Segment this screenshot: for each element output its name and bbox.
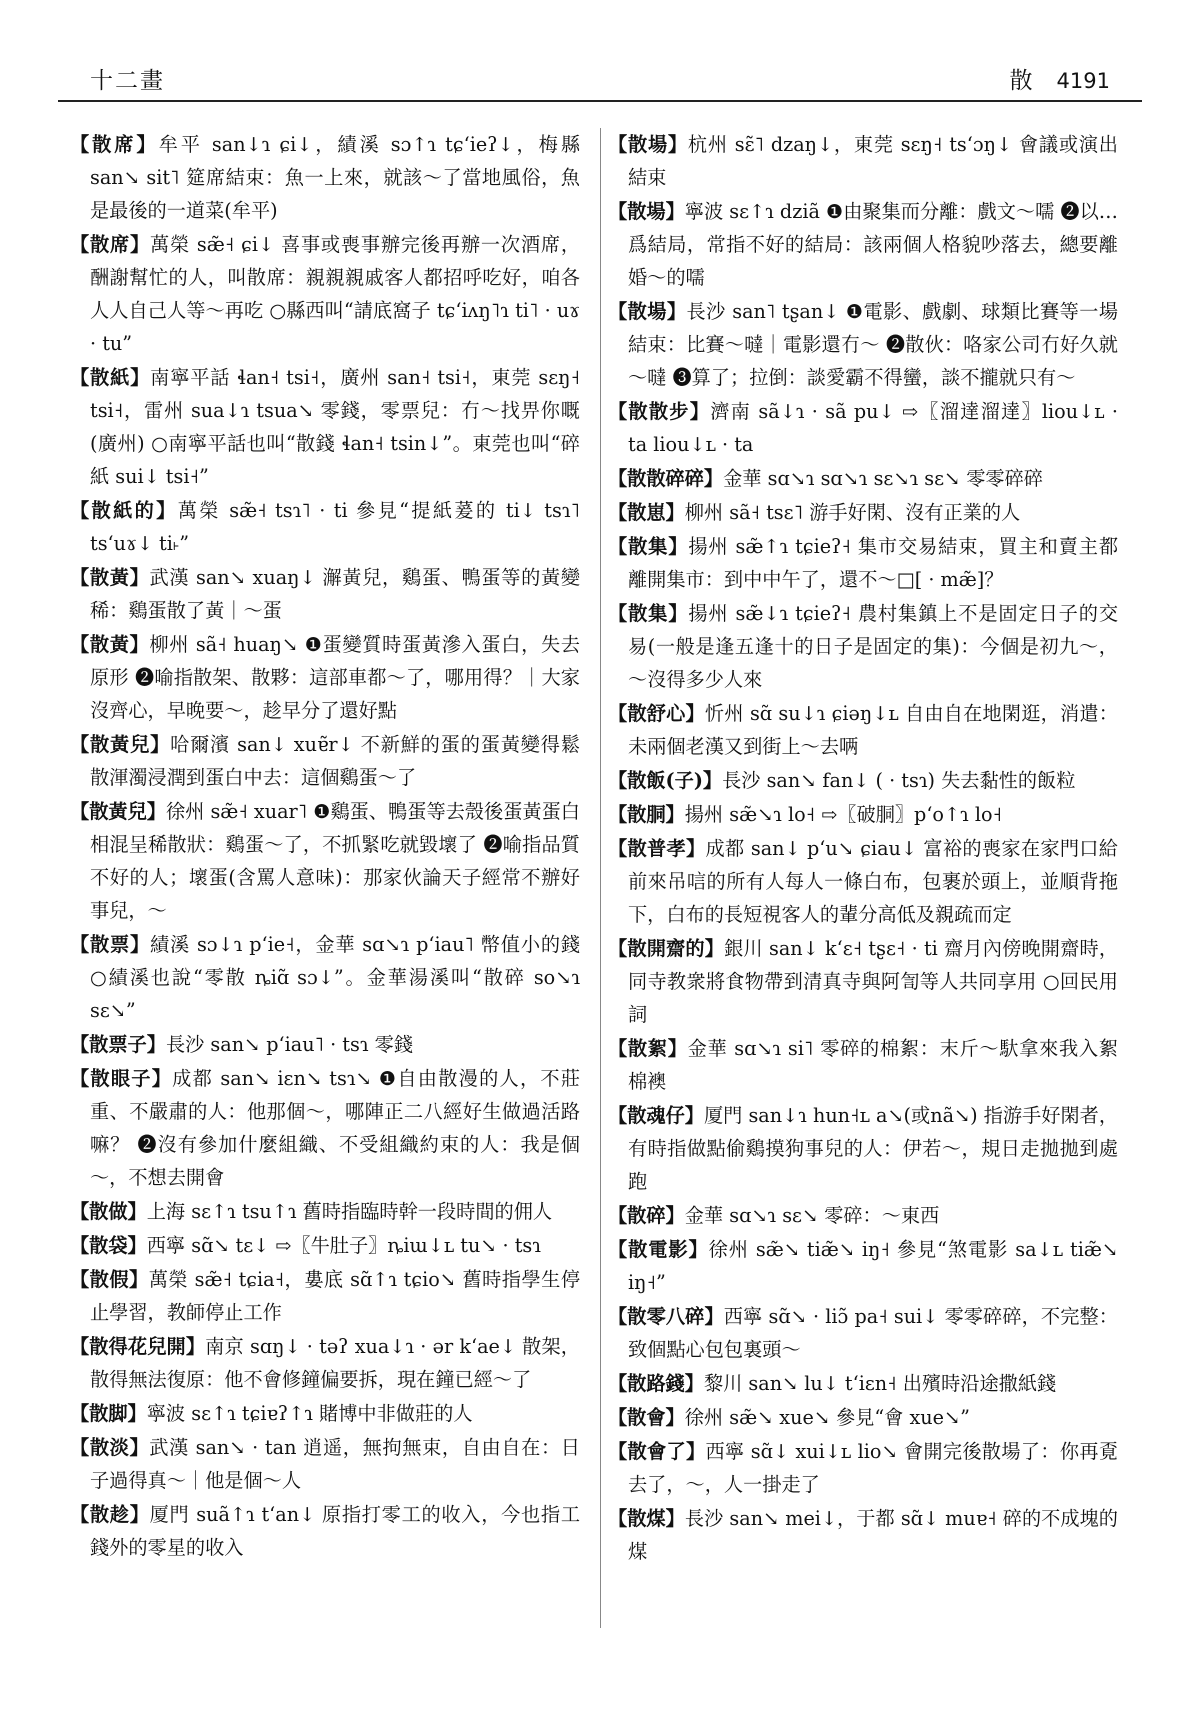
entry-text: 寧波 sɛ↑ɿ tɕiɐʔ↑ɿ 賭博中非做莊的人: [146, 1402, 473, 1425]
dictionary-entry: [70, 494, 580, 560]
dictionary-entry: [608, 195, 1118, 294]
entry-headword: 【散散碎碎】: [608, 467, 724, 490]
entry-text: 忻州 sɑ̃ su↓ɿ ɕiəŋ↓ʟ 自由自在地閑逛，消遣：未兩個老漢又到街上～去唡: [628, 702, 1118, 758]
entry-text: 西寧 sɑ̃↘ tɛ↓ ⇨〖牛肚子〗ȵiɯ↓ʟ tu↘ · tsɿ: [146, 1234, 541, 1257]
guide-character: 散: [1009, 68, 1033, 94]
dictionary-entry: [70, 561, 580, 627]
dictionary-entry: [608, 597, 1118, 696]
entry-text: 長沙 san˥ tʂan↓ ❶電影、戲劇、球類比賽等一場結束：比賽～噠｜電影還冇～ ❷散伙：咯家公司冇好久就～噠 ❸算了；拉倒：談愛霸不得蠻，談不攏就只有～: [628, 300, 1119, 389]
entry-headword: 【散集】: [608, 602, 689, 625]
entry-text: 西寧 sɑ̃↓ xui↓ʟ lio↘ 會開完後散場了：你再覔去了，～，人一掛走了: [628, 1440, 1118, 1496]
entry-text: 徐州 sæ̃↘ tiæ̃↘ iŋ˧ 參見“煞電影 sa↓ʟ tiæ̃↘ iŋ˧”: [628, 1238, 1118, 1294]
entry-headword: 【散飯(子)】: [608, 769, 723, 792]
dictionary-entry: [608, 295, 1118, 394]
dictionary-entry: [608, 1300, 1118, 1366]
entry-headword: 【散場】: [608, 200, 685, 223]
entry-headword: 【散黃】: [70, 566, 150, 589]
entry-text: 長沙 san↘ fan↓ ( · tsɿ) 失去黏性的飯粒: [722, 769, 1076, 792]
dictionary-entry: [608, 1401, 1118, 1434]
dictionary-entry: [608, 128, 1118, 194]
entry-text: 揚州 sæ̃↑ɿ tɕieʔ˧ 集市交易結束，買主和賣主都離開集市：到中中午了，還不～□[ · mæ̃]？: [628, 535, 1119, 591]
entry-text: 牟平 san↓ɿ ɕi↓，績溪 sɔ↑ɿ tɕʻieʔ↓，梅縣 san↘ sit˥ 筵席結束：魚一上來，就該～了當地風俗，魚是最後的一道菜(牟平): [90, 133, 581, 222]
entry-headword: 【散眼子】: [70, 1067, 173, 1090]
section-heading: 十二畫: [90, 68, 165, 94]
entry-headword: 【散票子】: [70, 1033, 166, 1056]
dictionary-entry: [70, 928, 580, 1027]
entry-headword: 【散魂仔】: [608, 1104, 704, 1127]
entry-headword: 【散零八碎】: [608, 1305, 724, 1328]
dictionary-entry: [70, 228, 580, 360]
entry-headword: 【散胴】: [608, 803, 685, 826]
entry-text: 厦門 suã↑ɿ tʻan↓ 原指打零工的收入，今也指工錢外的零星的收入: [90, 1503, 581, 1559]
dictionary-entry: [608, 764, 1118, 797]
entry-text: 柳州 sã˧ tsɛ˥ 游手好閑、沒有正業的人: [684, 501, 1021, 524]
entry-text: 武漢 san↘ xuaŋ↓ 澥黃兒，鷄蛋、鴨蛋等的黃變稀：鷄蛋散了黃｜～蛋: [90, 566, 581, 622]
dictionary-entry: [608, 1099, 1118, 1198]
entry-headword: 【散做】: [70, 1200, 147, 1223]
page-header: [58, 58, 1142, 102]
entry-headword: 【散票】: [70, 933, 151, 956]
dictionary-entry: [70, 128, 580, 227]
entry-text: 杭州 sɛ̃˥ dzaŋ↓，東莞 sɛŋ˧ tsʻɔŋ↓ 會議或演出結束: [628, 133, 1118, 189]
entry-headword: 【散電影】: [608, 1238, 709, 1261]
header-rule: [58, 100, 1142, 102]
entry-text: 成都 san↓ pʻu↘ ɕiau↓ 富裕的喪家在家門口給前來吊唁的所有人每人一條白布，包裹於頭上，並順背拖下，白布的長短視客人的輩分高低及親疏而定: [628, 837, 1118, 926]
entry-text: 長沙 san↘ pʻiau˥ · tsɿ 零錢: [165, 1033, 414, 1056]
dictionary-entry: [70, 1229, 580, 1262]
left-column: [70, 128, 580, 1565]
entry-text: 銀川 san↓ kʻɛ˧ tʂɛ˧ · ti 齋月內傍晚開齋時，同寺教衆將食物帶到清真寺與阿訇等人共同享用 ○回民用詞: [628, 937, 1119, 1026]
dictionary-entry: [70, 1498, 580, 1564]
dictionary-entry: [70, 1431, 580, 1497]
entry-text: 成都 san↘ iɛn↘ tsɿ↘ ❶自由散漫的人，不莊重、不嚴肅的人：他那個～，哪陣正二八經好生做過活路嘛？ ❷沒有參加什麼組織、不受組織約束的人：我是個～，不想去開會: [90, 1067, 581, 1189]
entry-headword: 【散集】: [608, 535, 689, 558]
page-number: 4191: [1056, 69, 1110, 93]
entry-headword: 【散會】: [608, 1406, 685, 1429]
dictionary-entry: [608, 496, 1118, 529]
entry-headword: 【散黃兒】: [70, 733, 171, 756]
dictionary-entry: [70, 728, 580, 794]
entry-headword: 【散開齋的】: [608, 937, 725, 960]
dictionary-entry: [608, 832, 1118, 931]
dictionary-entry: [70, 1062, 580, 1194]
entry-headword: 【散碎】: [608, 1204, 685, 1227]
column-divider: [600, 128, 601, 1628]
dictionary-entry: [70, 361, 580, 493]
dictionary-entry: [70, 795, 580, 927]
entry-text: 南寧平話 ɬan˧ tsi˧，廣州 san˧ tsi˧，東莞 sɛŋ˧ tsi˧，雷州 sua↓ɿ tsua↘ 零錢，零票兒：冇～找畀你嘅(廣州) ○南寧平話也叫“散錢 ɬan˧ tsin↓”。東莞也叫“碎紙 sui↓ tsi˧”: [90, 366, 580, 488]
entry-text: 哈爾濱 san↓ xuɐ̃r↓ 不新鮮的蛋的蛋黃變得鬆散渾濁浸潤到蛋白中去：這個鷄蛋～了: [90, 733, 581, 789]
entry-text: 揚州 sæ̃↘ɿ lo˧ ⇨〖破胴〗pʻo↑ɿ lo˧: [684, 803, 1002, 826]
guide-entry: [1010, 62, 1110, 95]
dictionary-entry: [608, 1199, 1118, 1232]
entry-text: 萬榮 sæ̃˧ ɕi↓ 喜事或喪事辦完後再辦一次酒席，酬謝幫忙的人，叫散席：親親親戚客人都招呼吃好，咱各人人自己人等～再吃 ○縣西叫“請底窩子 tɕʻiʌŋ˥ɿ ti˥ · uɤ · tu”: [90, 233, 581, 355]
entry-headword: 【散淡】: [70, 1436, 150, 1459]
dictionary-entry: [608, 1502, 1118, 1568]
entry-headword: 【散袋】: [70, 1234, 147, 1257]
entry-text: 萬榮 sæ̃˧ tɕia˧，婁底 sɑ̃↑ɿ tɕio↘ 舊時指學生停止學習，教師停止工作: [90, 1268, 581, 1324]
entry-text: 金華 sɑ↘ɿ sɑ↘ɿ sɛ↘ɿ sɛ↘ 零零碎碎: [723, 467, 1043, 490]
entry-headword: 【散黃】: [70, 633, 150, 656]
entry-headword: 【散崽】: [608, 501, 685, 524]
entry-headword: 【散席】: [70, 133, 159, 156]
entry-text: 萬榮 sæ̃˧ tsɿ˥ · ti 參見“提紙萲的 ti↓ tsɿ˥ tsʻuɤ↓ ti˫”: [90, 499, 581, 555]
entry-text: 厦門 san↓ɿ hun˧ʟ a↘(或nã↘) 指游手好閑者，有時指做點偷鷄摸狗事兒的人：伊若～，規日走拋拋到處跑: [628, 1104, 1119, 1193]
dictionary-entry: [70, 628, 580, 727]
dictionary-entry: [70, 1195, 580, 1228]
entry-headword: 【散紙的】: [70, 499, 178, 522]
entry-headword: 【散紙】: [70, 366, 151, 389]
dictionary-entry: [608, 798, 1118, 831]
entry-headword: 【散會了】: [608, 1440, 706, 1463]
dictionary-entry: [70, 1397, 580, 1430]
entry-text: 金華 sɑ↘ɿ si˥ 零碎的棉絮：末斤～馱拿來我入絮棉襖: [628, 1037, 1118, 1093]
entry-headword: 【散席】: [70, 233, 150, 256]
entry-headword: 【散路錢】: [608, 1372, 704, 1395]
dictionary-entry: [608, 1367, 1118, 1400]
entry-text: 黎川 san↘ lu↓ tʻiɛn˧ 出殯時沿途撒紙錢: [703, 1372, 1057, 1395]
entry-text: 金華 sɑ↘ɿ sɛ↘ 零碎：～東西: [684, 1204, 940, 1227]
entry-text: 上海 sɛ↑ɿ tsu↑ɿ 舊時指臨時幹一段時間的佣人: [146, 1200, 553, 1223]
dictionary-entry: [608, 530, 1118, 596]
entry-headword: 【散黃兒】: [70, 800, 166, 823]
entry-text: 柳州 sã˧ huaŋ↘ ❶蛋變質時蛋黃滲入蛋白，失去原形 ❷喻指散架、散夥：這部車都～了，哪用得？｜大家沒齊心，早晚要～，趁早分了還好點: [90, 633, 580, 722]
dictionary-entry: [608, 1032, 1118, 1098]
entry-text: 寧波 sɛ↑ɿ dziã ❶由聚集而分離：戲文～嚅 ❷以…爲結局，常指不好的結局：該兩個人格貌吵落去，總要離婚～的嚅: [628, 200, 1118, 289]
entry-headword: 【散煤】: [608, 1507, 685, 1530]
entry-headword: 【散場】: [608, 300, 687, 323]
dictionary-entry: [608, 697, 1118, 763]
dictionary-entry: [608, 395, 1118, 461]
entry-text: 南京 sɑŋ↓ · təʔ xua↓ɿ · ər kʻae↓ 散架，散得無法復原：他不會修鐘偏要拆，現在鐘已經～了: [90, 1335, 580, 1391]
entry-text: 長沙 san↘ mei↓，于都 sɑ̃↓ muɐ˧ 碎的不成塊的煤: [628, 1507, 1118, 1563]
entry-headword: 【散絮】: [608, 1037, 688, 1060]
entry-headword: 【散得花兒開】: [70, 1335, 206, 1358]
dictionary-entry: [70, 1263, 580, 1329]
entry-text: 濟南 sã↓ɿ · sã pu↓ ⇨〖溜達溜達〗liou↓ʟ · ta liou↓ʟ · ta: [628, 400, 1119, 456]
entry-headword: 【散舒心】: [608, 702, 705, 725]
dictionary-entry: [608, 1435, 1118, 1501]
entry-headword: 【散脚】: [70, 1402, 147, 1425]
entry-text: 西寧 sɑ̃↘ · liɔ̃ pa˧ sui↓ 零零碎碎，不完整：致個點心包包裏頭～: [628, 1305, 1118, 1361]
dictionary-entry: [608, 1233, 1118, 1299]
dictionary-entry: [70, 1330, 580, 1396]
entry-text: 績溪 sɔ↓ɿ pʻie˧，金華 sɑ↘ɿ pʻiau˥ 幣值小的錢 ○績溪也說“零散 ȵiɑ̃ sɔ↓”。金華湯溪叫“散碎 so↘ɿ sɛ↘”: [90, 933, 581, 1022]
dictionary-entry: [608, 462, 1118, 495]
entry-headword: 【散散步】: [608, 400, 711, 423]
dictionary-entry: [608, 932, 1118, 1031]
entry-headword: 【散場】: [608, 133, 688, 156]
entry-text: 武漢 san↘ · tan 逍遥，無拘無束，自由自在：日子過得真～｜他是個～人: [90, 1436, 580, 1492]
entry-text: 揚州 sæ̃↓ɿ tɕieʔ˧ 農村集鎮上不是固定日子的交易(一般是逢五逢十的日子是固定的集)：今個是初九～，～沒得多少人來: [628, 602, 1119, 691]
entry-text: 徐州 sæ̃˧ xuar˥ ❶鷄蛋、鴨蛋等去殼後蛋黃蛋白相混呈稀散狀：鷄蛋～了，不抓緊吃就毀壞了 ❷喻指品質不好的人；壞蛋(含罵人意味)：那家伙論天子經常不辦好事兒，～: [90, 800, 580, 922]
right-column: [608, 128, 1118, 1569]
entry-headword: 【散普孝】: [608, 837, 706, 860]
entry-text: 徐州 sæ̃↘ xue↘ 參見“會 xue↘”: [684, 1406, 970, 1429]
dictionary-entry: [70, 1028, 580, 1061]
entry-headword: 【散假】: [70, 1268, 149, 1291]
entry-headword: 【散趁】: [70, 1503, 150, 1526]
